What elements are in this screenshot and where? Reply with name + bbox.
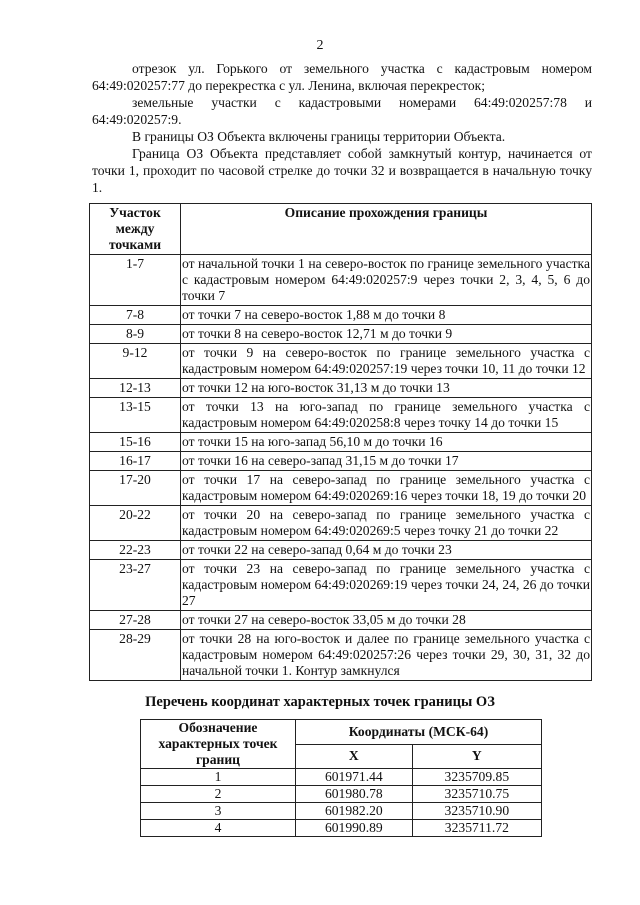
table-row (90, 452, 592, 471)
x-cell: 601982.20 (296, 803, 413, 820)
coordinates-table (140, 719, 542, 837)
table-row (141, 769, 542, 786)
x-cell: 601980.78 (296, 786, 413, 803)
point-cell: 4 (141, 820, 296, 837)
table-row (90, 325, 592, 344)
table-row (90, 344, 592, 379)
description-cell: от точки 13 на юго-запад по границе земельного участка с кадастровым номером 64:49:020258:8 через точку 14 до точки 15 (181, 398, 592, 433)
description-cell: от точки 28 на юго-восток и далее по границе земельного участка с кадастровым номером 64:49:020257:26 через точки 29, 30, 31, 32 до начальной точки 1. Контур замкнулся (181, 630, 592, 681)
description-column-header: Описание прохождения границы (181, 204, 592, 255)
description-cell: от точки 7 на северо-восток 1,88 м до точки 8 (181, 306, 592, 325)
description-cell: от точки 8 на северо-восток 12,71 м до точки 9 (181, 325, 592, 344)
table-row (90, 630, 592, 681)
segment-cell: 8-9 (90, 325, 181, 344)
segment-cell: 7-8 (90, 306, 181, 325)
y-cell: 3235710.90 (412, 803, 541, 820)
coordinates-title: Перечень координат характерных точек границы ОЗ (145, 694, 495, 710)
segment-column-header: Участок между точками (90, 204, 181, 255)
segment-cell: 1-7 (90, 255, 181, 306)
description-cell: от точки 22 на северо-запад 0,64 м до точки 23 (181, 541, 592, 560)
y-cell: 3235709.85 (412, 769, 541, 786)
point-cell: 2 (141, 786, 296, 803)
table-row (90, 398, 592, 433)
description-cell: от точки 27 на северо-восток 33,05 м до точки 28 (181, 611, 592, 630)
table-row (90, 433, 592, 452)
x-cell: 601971.44 (296, 769, 413, 786)
segment-cell: 20-22 (90, 506, 181, 541)
x-cell: 601990.89 (296, 820, 413, 837)
y-cell: 3235710.75 (412, 786, 541, 803)
segment-cell: 9-12 (90, 344, 181, 379)
table-row (90, 506, 592, 541)
segment-cell: 16-17 (90, 452, 181, 471)
table-row (90, 306, 592, 325)
y-column-header: Y (412, 744, 541, 769)
table-row (90, 541, 592, 560)
description-cell: от точки 16 на северо-запад 31,15 м до точки 17 (181, 452, 592, 471)
x-column-header: X (296, 744, 413, 769)
description-cell: от точки 17 на северо-запад по границе земельного участка с кадастровым номером 64:49:020269:16 через точки 18, 19 до точки 20 (181, 471, 592, 506)
description-cell: от точки 9 на северо-восток по границе земельного участка с кадастровым номером 64:49:020257:19 через точки 10, 11 до точки 12 (181, 344, 592, 379)
segment-cell: 22-23 (90, 541, 181, 560)
table-row (90, 379, 592, 398)
coordinates-column-header: Координаты (МСК-64) (296, 720, 542, 745)
intro-paragraph: Граница ОЗ Объекта представляет собой замкнутый контур, начинается от точки 1, проходит по часовой стрелке до точки 32 и возвращается в начальную точку 1. (92, 146, 592, 195)
intro-paragraph: отрезок ул. Горького от земельного участка с кадастровым номером 64:49:020257:77 до перекрестка с ул. Ленина, включая перекресток; (92, 61, 592, 93)
description-cell: от точки 12 на юго-восток 31,13 м до точки 13 (181, 379, 592, 398)
point-cell: 1 (141, 769, 296, 786)
table-row (90, 471, 592, 506)
segment-cell: 15-16 (90, 433, 181, 452)
table-row (141, 803, 542, 820)
segment-cell: 27-28 (90, 611, 181, 630)
description-cell: от точки 15 на юго-запад 56,10 м до точки 16 (181, 433, 592, 452)
segment-cell: 13-15 (90, 398, 181, 433)
table-row (90, 255, 592, 306)
point-cell: 3 (141, 803, 296, 820)
intro-text (92, 60, 592, 196)
table-row (90, 560, 592, 611)
segment-cell: 28-29 (90, 630, 181, 681)
segment-cell: 23-27 (90, 560, 181, 611)
page-number: 2 (316, 38, 324, 53)
table-row (90, 611, 592, 630)
coords-header-row (141, 720, 542, 745)
boundary-table-header-row (90, 204, 592, 255)
designation-column-header: Обозначение характерных точек границ (141, 720, 296, 769)
boundary-description-table (89, 203, 592, 681)
table-row (141, 786, 542, 803)
table-row (141, 820, 542, 837)
description-cell: от точки 20 на северо-запад по границе земельного участка с кадастровым номером 64:49:020269:5 через точку 21 до точки 22 (181, 506, 592, 541)
description-cell: от начальной точки 1 на северо-восток по границе земельного участка с кадастровым номером 64:49:020257:9 через точки 2, 3, 4, 5, 6 до точки 7 (181, 255, 592, 306)
intro-paragraph: В границы ОЗ Объекта включены границы территории Объекта. (132, 129, 506, 144)
y-cell: 3235711.72 (412, 820, 541, 837)
description-cell: от точки 23 на северо-запад по границе земельного участка с кадастровым номером 64:49:020269:19 через точки 24, 24, 26 до точки 27 (181, 560, 592, 611)
segment-cell: 17-20 (90, 471, 181, 506)
intro-paragraph: земельные участки с кадастровыми номерами 64:49:020257:78 и 64:49:020257:9. (92, 95, 592, 127)
segment-cell: 12-13 (90, 379, 181, 398)
